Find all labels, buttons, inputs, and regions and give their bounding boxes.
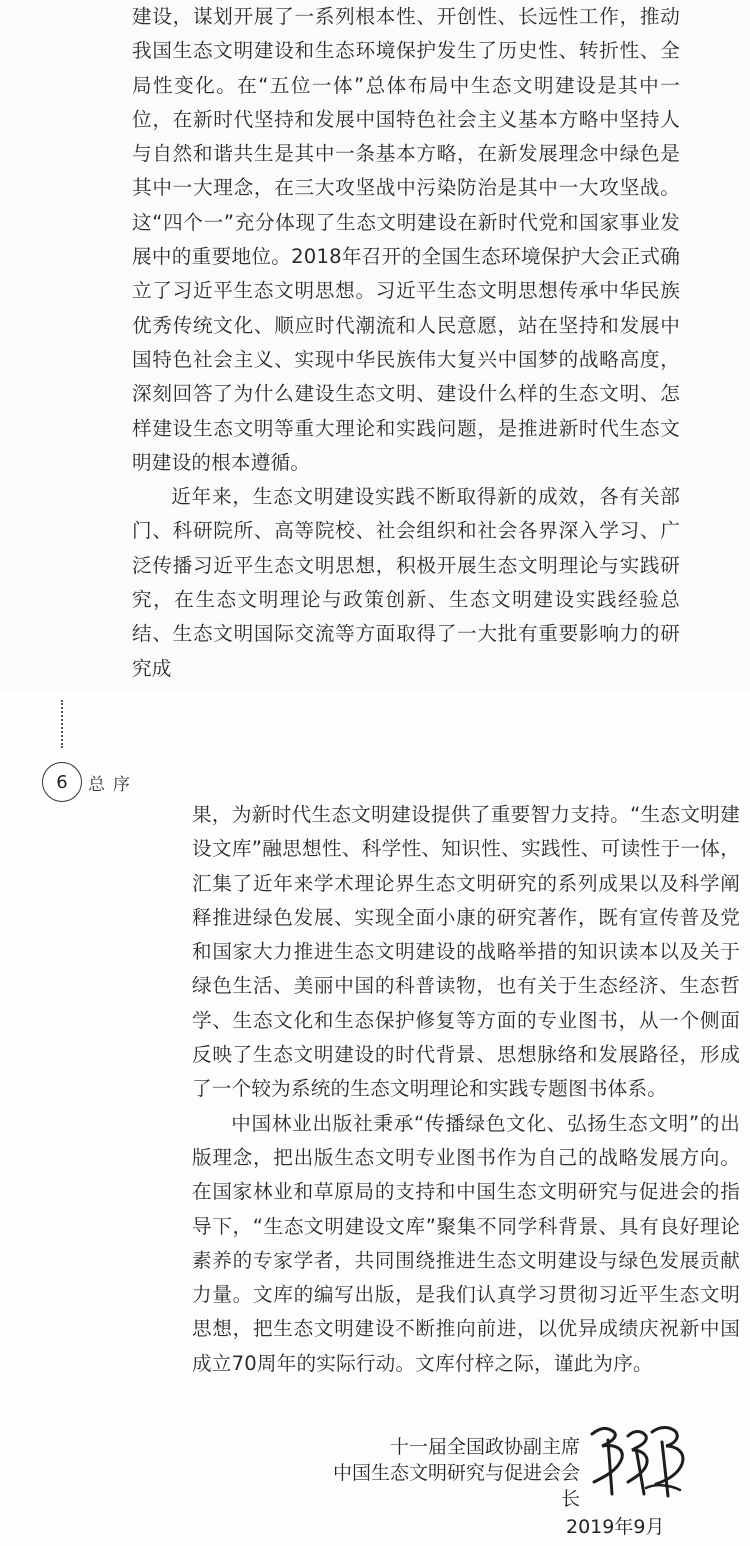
lower-paragraph-2: 中国林业出版社秉承“传播绿色文化、弘扬生态文明”的出版理念，把出版生态文明专业图书作为自己的战略发展方向。在国家林业和草原局的支持和中国生态文明研究与促进会的指导下，“生态文明建设文库”聚集不同学科背景、具有良好理论素养的专家学者，共同围绕推进生态文明建设与绿色发展贡献力量。文库的编写出版，是我们认真学习贯彻习近平生态文明思想，把生态文明建设不断推向前进，以优异成绩庆祝新中国成立70周年的实际行动。文库付梓之际，谨此为序。 [192,1111,740,1375]
handwritten-signature [582,1412,694,1504]
signature-date: 2019年9月 [566,1516,665,1538]
upper-page [0,0,750,690]
signature-title-1: 十一届全国政协副主席 [389,1436,580,1458]
lower-body-text [192,798,740,1381]
running-head: 总序 [88,775,138,795]
upper-paragraph-1: 建设，谋划开展了一系列根本性、开创性、长远性工作，推动我国生态文明建设和生态环境保护发生了历史性、转折性、全局性变化。在“五位一体”总体布局中生态文明建设是其中一位，在新时代坚持和发展中国特色社会主义基本方略中坚持人与自然和谐共生是其中一条基本方略，在新发展理念中绿色是其中一大理念，在三大攻坚战中污染防治是其中一大攻坚战。这“四个一”充分体现了生态文明建设在新时代党和国家事业发展中的重要地位。2018年召开的全国生态环境保护大会正式确立了习近平生态文明思想。习近平生态文明思想传承中华民族优秀传统文化、顺应时代潮流和人民意愿，站在坚持和发展中国特色社会主义、实现中华民族伟大复兴中国梦的战略高度，深刻回答了为什么建设生态文明、建设什么样的生态文明、怎样建设生态文明等重大理论和实践问题，是推进新时代生态文明建设的根本遵循。 [132,5,680,474]
signature-title-2: 中国生态文明研究与促进会会长 [332,1462,580,1510]
dotted-rule [61,700,63,748]
page-number-badge [42,762,82,802]
lower-paragraph-1: 果，为新时代生态文明建设提供了重要智力支持。“生态文明建设文库”融思想性、科学性、知识性、实践性、可读性于一体，汇集了近年来学术理论界生态文明研究的系列成果以及科学阐释推进绿色发展、实现全面小康的研究著作，既有宣传普及党和国家大力推进生态文明建设的战略举措的知识读本以及关于绿色生活、美丽中国的科普读物，也有关于生态经济、生态哲学、生态文化和生态保护修复等方面的专业图书，从一个侧面反映了生态文明建设的时代背景、思想脉络和发展路径，形成了一个较为系统的生态文明理论和实践专题图书体系。 [192,803,740,1101]
lower-page [0,700,750,1546]
page-number: 6 [56,771,68,793]
upper-body-text [132,0,680,686]
upper-paragraph-2: 近年来，生态文明建设实践不断取得新的成效，各有关部门、科研院所、高等院校、社会组织和社会各界深入学习、广泛传播习近平生态文明思想，积极开展生态文明理论与实践研究，在生态文明理论与政策创新、生态文明建设实践经验总结、生态文明国际交流等方面取得了一大批有重要影响力的研究成 [132,485,680,680]
signature-titles [320,1434,580,1512]
